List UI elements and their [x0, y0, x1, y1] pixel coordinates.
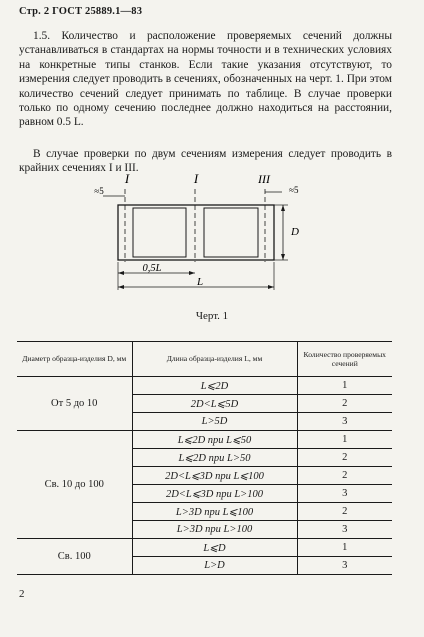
- row-count: 2: [297, 503, 392, 521]
- row-count: 1: [297, 539, 392, 557]
- dim-label-half: 0,5L: [142, 263, 162, 274]
- section-label-2: I: [193, 171, 199, 186]
- specimen-outline: [118, 205, 274, 260]
- section-label-3: III: [258, 172, 270, 186]
- row-length: L>5D: [132, 413, 297, 431]
- table-header-row: [17, 342, 392, 377]
- page-number: 2: [19, 588, 25, 600]
- row-length: L>3D при L>100: [132, 521, 297, 539]
- row-count: 1: [297, 431, 392, 449]
- header-count: Количество проверяемых сечений: [297, 342, 392, 377]
- row-length: L>3D при L⩽100: [132, 503, 297, 521]
- dim-label-right: ≈5: [289, 185, 299, 195]
- row-length: 2D<L⩽3D при L>100: [132, 485, 297, 503]
- row-count: 3: [297, 521, 392, 539]
- row-length: L⩽2D: [132, 377, 297, 395]
- sections-table: [17, 341, 392, 575]
- figure-caption: Черт. 1: [195, 310, 229, 322]
- group-diameter: Св. 10 до 100: [17, 431, 132, 539]
- row-length: L>D: [132, 557, 297, 575]
- table-row: [17, 377, 392, 395]
- row-length: 2D<L⩽5D: [132, 395, 297, 413]
- row-count: 3: [297, 413, 392, 431]
- paragraph-1-5: 1.5. Количество и расположение проверяемых сечений должны устанавливаться в стандартах на нормы точности и в технических условиях на конкретные типы станков. Если такие указания отсутствуют, то измерения следует проводить в сечениях, обозначенных на черт. 1. При этом количество сечений следует принимать по таблице. В случае проверки только по одному сечению последнее должно находиться на расстоянии, равном 0.5 L.: [19, 30, 392, 129]
- table-row: [17, 539, 392, 557]
- row-count: 3: [297, 485, 392, 503]
- paragraph-two-sections: В случае проверки по двум сечениям измерения следует проводить в крайних сечениях I и III.: [19, 148, 392, 175]
- header-length: Длина образца-изделия L, мм: [132, 342, 297, 377]
- row-length: L⩽2D при L>50: [132, 449, 297, 467]
- row-count: 3: [297, 557, 392, 575]
- row-length: 2D<L⩽3D при L⩽100: [132, 467, 297, 485]
- group-diameter: От 5 до 10: [17, 377, 132, 431]
- table-row: [17, 431, 392, 449]
- row-length: L⩽D: [132, 539, 297, 557]
- row-count: 2: [297, 395, 392, 413]
- section-label-1: I: [124, 171, 130, 186]
- dim-label-left: ≈5: [94, 186, 104, 196]
- row-count: 2: [297, 449, 392, 467]
- row-count: 1: [297, 377, 392, 395]
- row-length: L⩽2D при L⩽50: [132, 431, 297, 449]
- header-diameter: Диаметр образца-изделия D, мм: [17, 342, 132, 377]
- row-count: 2: [297, 467, 392, 485]
- dim-label-diameter: D: [291, 226, 299, 238]
- specimen-recess-left: [133, 208, 186, 257]
- specimen-recess-right: [204, 208, 258, 257]
- dim-label-length: L: [196, 276, 204, 288]
- group-diameter: Св. 100: [17, 539, 132, 575]
- page-header: Стр. 2 ГОСТ 25889.1—83: [19, 6, 143, 17]
